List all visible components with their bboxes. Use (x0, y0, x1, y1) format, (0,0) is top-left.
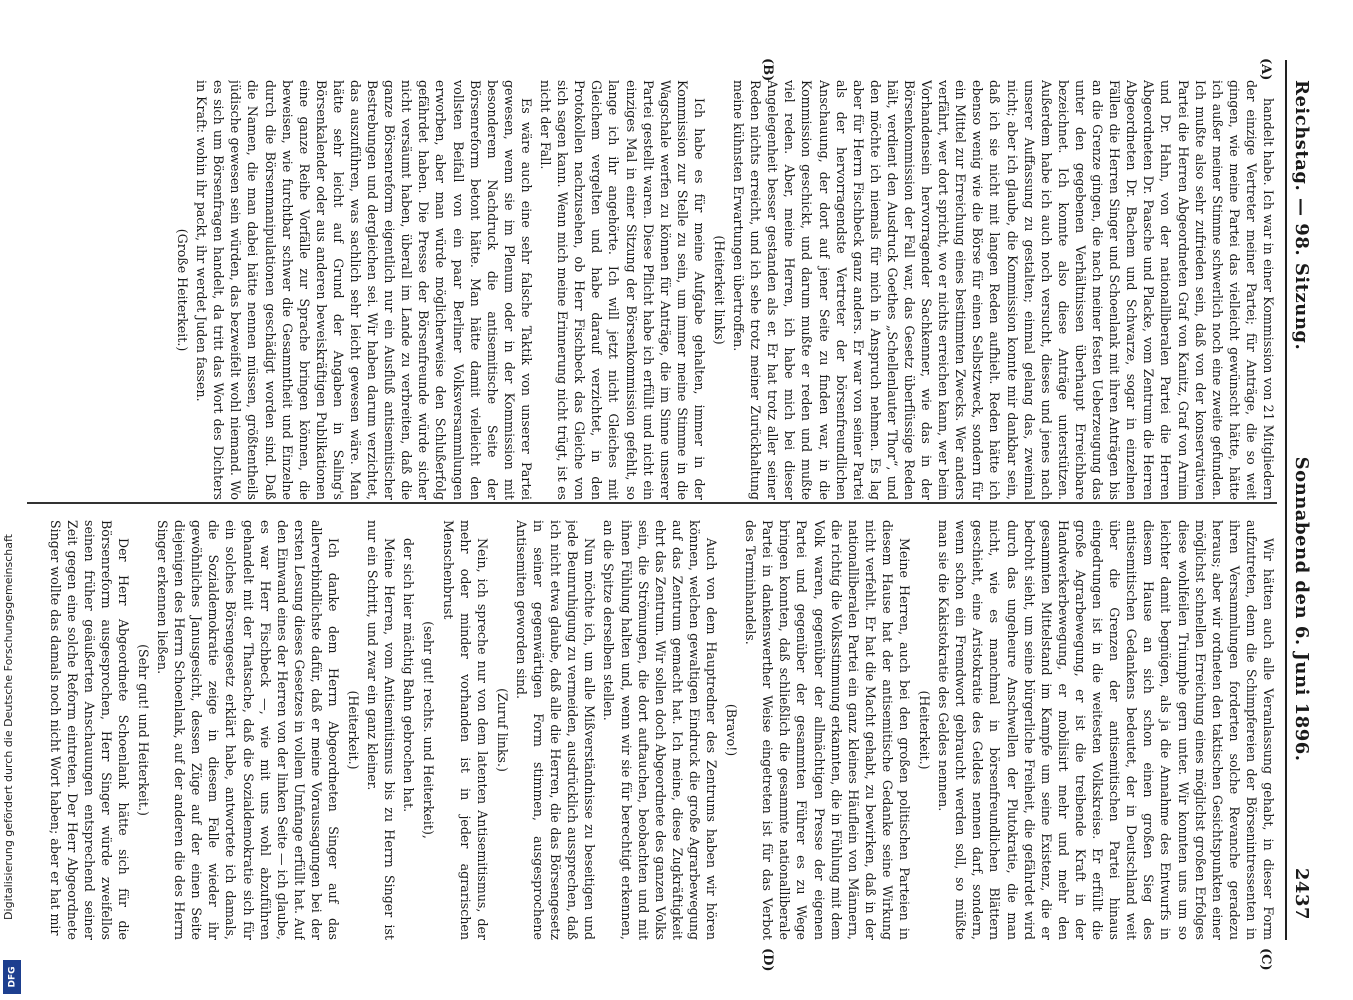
margin-marker-d: (D) (760, 948, 775, 972)
margin-marker-a: (A) (1258, 58, 1273, 81)
page-number: 2437 (1291, 867, 1313, 920)
margin-marker-b: (B) (760, 58, 775, 82)
paragraph: (Bravo!) (724, 703, 740, 757)
digitization-footer (0, 0, 24, 1000)
document-page (5, 0, 1335, 1000)
dfg-logo (3, 960, 21, 994)
paragraph: Nun möchte ich, um alle Mißverständnisse zu beseitigen und jede Beunruhigung zu vermeiden, ausdrücklich aussprechen, daß ich nicht etwa glaube, daß alle die Herren, die das Börsengesetz in seiner gegenwärtigen Form stimmen, ausgesprochene Antisemiten geworden sind. (513, 520, 598, 940)
paragraph: Ich danke dem Herrn Abgeordneten Singer auf das allerverbindlichste dafür, daß er meine Voraussagungen bei der ersten Lesung dieses Gesetzes in vollem Umfange erfüllt hat. Auf den Einwand eines der Herren von der linken Seite — ich glaube, es war Herr Fischbeck —, wie mit uns wohl abzuführen gehandelt mit der Thatsache, daß die Sozialdemokratie sich für ein solches Börsengesetz erklärt habe, antwortete ich damals, die Sozialdemokratie zeige in diesem Falle wieder ihr gewöhnliches Janusgesicht, dessen Züge auf der einen Seite diejenigen des Herrn Schoenlank, auf der anderen die des Herrn Singer erkennen ließen. (155, 520, 342, 940)
right-text-column (27, 520, 1277, 940)
left-text-column (27, 80, 1277, 500)
paragraph: (Heiterkeit.) (917, 690, 933, 770)
paragraph: der sich hier mächtig Bahn gebrochen hat. (401, 538, 417, 813)
paragraph: Es wäre auch eine sehr falsche Taktik von unserer Partei gewesen, wenn sie im Plenum oder in der Kommission mit besonderem Nachdruck die antisemitische Seite der Börsenreform betont hätte. Man hätte damit vielleicht den vollsten Beifall von ein paar Berliner Volksversammlungen erworben, aber man würde möglicherweise den Schlußerfolg gefährdet haben. Die Presse der Börsenfreunde würde sicher nicht versäumt haben, überall im Lande zu verbreiten, daß die ganze Börsenreform eigentlich nur ein Ausfluß antisemitischer Bestrebungen und dergleichen sei. Wir haben darum verzichtet, das auszuführen, was sachlich sehr leicht gewesen wäre. Man hätte sehr leicht auf Grund der Angaben in Saling's Börsenkalender oder aus anderen beweiskräftigen Publikationen eine ganze Reihe Vorfälle zur Sprache bringen können, die beweisen, wie furchtbar schwer die Gesammtheit und Einzelne durch die Börsenmanipulationen geschädigt worden sind. Daß die Namen, die man dabei hätte nennen müssen, größtentheils jüdische gewesen sein würden, das bezweifelt wohl niemand. Wo es sich um Börsenfragen handelt, da tritt das Wort des Dichters in Kraft: wohin ihr packt, ihr werdet Juden fassen. (194, 80, 534, 500)
paragraph: Der Herr Abgeordnete Schoenlank hätte sich für die Börsenreform ausgesprochen, Herr Singer würde zweifellos seinen früher geäußerten Anschauungen entsprechend seiner Zeit gegen eine solche Reform eintreten. Der Herr Abgeordnete Singer wollte das damals noch nicht Wort haben; aber er hat mir (47, 520, 131, 940)
column-separator (27, 502, 1277, 504)
header-chamber-session: Reichstag. — 98. Sitzung. (1291, 80, 1313, 351)
paragraph: handelt habe. Ich war in einer Kommission von 21 Mitgliedern der einzige Vertreter meiner Partei; für Anträge, die so weit gingen, wie meine Partei das vielleicht gewünscht hätte, hätte ich außer meiner Stimme schwerlich noch eine zweite gefunden. Ich mußte also sehr zufrieden sein, daß von der konservativen Partei die Herren Abgeordneten Graf von Kanitz, Graf von Arnim und Dr. Hahn, von der nationalliberalen Partei die Herren Abgeordneten Dr. Paasche und Placke, vom Zentrum die Herren Abgeordneten Dr. Bachem und Schwarze, sogar in einzelnen Fällen die Herren Singer und Schoenlank mit ihren Anträgen bis an die Grenze gingen, die nach meiner festen Ueberzeugung das unter den gegebenen Verhältnissen überhaupt Erreichbare bezeichnet. Ich konnte also diese Anträge unterstützen. Außerdem habe ich auch noch versucht, dieses und jenes nach unserer Auffassung zu gestalten; einmal gelang das, zweimal nicht; aber ich glaube, die Kommission konnte mir dankbar sein, daß ich sie nicht mit langen Reden aufhielt. Reden hätte ich ebenso wenig wie die Börse für einen Selbstzweck, sondern für ein Mittel zur Erreichung eines bestimmten Zwecks. Wer anders verfährt, wer dort spricht, wo er nichts erreichen kann, wer beim Vorhandensein hervorragender Sachkenner, wie das in der Börsenkommission der Fall war, das Gesetz überflüssige Reden hält, verdient den Ausdruck Goethes „Schellenlauter Thor“, und den möchte ich niemals für mich in Anspruch nehmen. Es lag aber für Herrn Fischbeck ganz anders. Er war von seiner Partei als der hervorragendste Vertreter der börsenfreundlichen Anschauung, der dort auf jener Seite zu finden war, in die Kommission geschickt, und darum mußte er reden und mußte viel reden. Aber, meine Herren, ich habe mich bei dieser Angelegenheit besser gestanden als er. Er hat trotz aller seiner Reden nichts erreicht, und ich sehe trotz meiner Zurückhaltung meine kühnsten Erwartungen übertroffen. (731, 80, 1276, 500)
paragraph: (sehr gut! rechts. und Heiterkeit), (421, 621, 437, 839)
margin-marker-c: (C) (1258, 948, 1273, 971)
funding-notice: Digitalisierung gefördert durch die Deutsche Forschungsgemeinschaft (2, 534, 15, 920)
paragraph: Wir hätten auch alle Veranlassung gehabt, in dieser Form aufzutreten, denn die Schimpfereien der Börsenintressenten in ihren Versammlungen forderten solche Revanche geradezu heraus; aber wir ordneten den taktischen Gesichtspunkten einer möglichst schnellen Erreichung eines möglichst großen Erfolges diese wohlfeilen Triumphe gern unter. Wir konnten uns um so leichter damit begnügen, als ja die Annahme des Entwurfs in diesem Hause an sich schon einen großen Sieg des antisemitischen Gedankens bedeutet, der in Deutschland weit über die Grenzen der antisemitischen Partei hinaus eingedrungen ist in die weitesten Volkskreise. Er erfüllt die große Agrarbewegung, er ist die treibende Kraft in der Handwerkerbewegung, er mobilisirt mehr und mehr den gesammten Mittelstand im Kampfe um seine Existenz, die er bedroht sieht, um seine bürgerliche Freiheit, die gefährdet wird durch das ungeheure Anschwellen der Plutokratie, die man nicht, wie es manchmal in börsenfreundlichen Blättern geschieht, eine Aristokratie des Geldes nennen darf, sondern, wenn schon ein Fremdwort gebraucht werden soll, so müßte man sie die Kakistokratie des Geldes nennen. (936, 520, 1276, 940)
header-date: Sonnabend den 6. Juni 1896. (1291, 456, 1313, 762)
paragraph: (Heiterkeit.) (346, 690, 362, 770)
paragraph: Nein, ich spreche nur von dem latenten Antisemitismus, der mehr oder minder vorhanden ist in jeder agrarischen Menschenbrust (440, 520, 490, 940)
paragraph: Meine Herren, auch bei den großen politischen Parteien in diesem Hause hat der antisemitische Gedanke seine Wirkung nicht verfehlt. Er hat die Macht gehabt, zu bewirken, daß in der nationalliberalen Partei ein ganz kleines Häuflein von Männern, die richtig die Volksstimmung erkannten, die in Fühlung mit dem Volk waren, gegenüber der allmächtigen Presse der eigenen Partei und gegenüber der gesammten Führer es zu Wege bringen konnten, daß schließlich die gesammte nationalliberale Partei in dankenswerther Weise eingetreten ist für das Verbot des Terminhandels. (743, 520, 913, 940)
header-rule (1285, 60, 1287, 940)
paragraph: Meine Herren, vom Antisemitismus bis zu Herrn Singer ist nur ein Schritt, und zwar ein ganz kleiner. (365, 520, 398, 940)
paragraph: Auch von dem Hauptredner des Zentrums haben wir hören können, welchen gewaltigen Eindruck die große Agrarbewegung auf das Zentrum gemacht hat. Ich meine, diese Zugkräftigkeit ehrt das Zentrum. Wir sollen doch Abgeordnete des ganzen Volks sein, die Strömungen, die dort auftauchen, beobachten und mit ihnen Fühlung halten und, wenn wir sie für berechtigt erkennen, an die Spitze derselben stellen. (601, 520, 719, 940)
dfg-logo-text: DFG (7, 966, 18, 988)
paragraph: (Sehr gut! und Heiterkeit.) (136, 644, 151, 816)
paragraph: (Große Heiterkeit.) (175, 228, 191, 352)
paragraph: (Zuruf links.) (494, 688, 510, 772)
paragraph: (Heiterkeit links) (712, 235, 727, 345)
page-header (1287, 80, 1317, 920)
paragraph: Ich habe es für meine Aufgabe gehalten, immer in der Kommission zur Stelle zu sein, um immer meine Stimme in die Wagschale werfen zu können für Anträge, die im Sinne unserer Partei gestellt waren. Diese Pflicht habe ich erfüllt und nicht ein einziges Mal in einer Sitzung der Börsenkommission gefehlt, so lange ich ihr angehörte. Ich will jetzt nicht Gleiches mit Gleichem vergelten und habe darauf verzichtet, in den Protokollen nachzusehen, ob Herr Fischbeck das Gleiche von sich sagen kann. Wenn mich meine Erinnerung nicht trügt, ist es nicht der Fall. (538, 80, 707, 500)
